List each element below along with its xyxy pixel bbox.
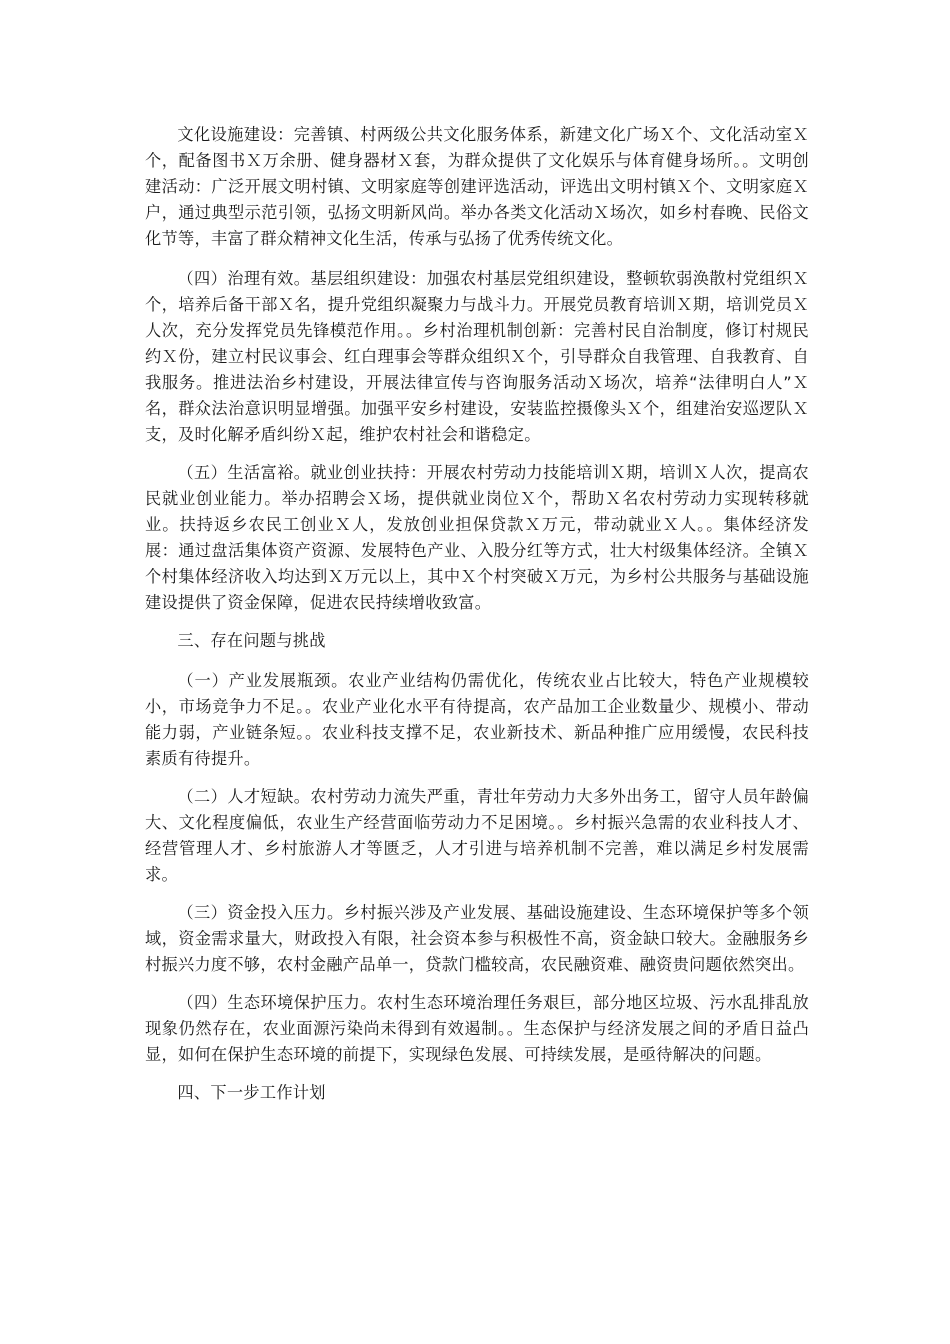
paragraph-ecology-pressure: （四）生态环境保护压力。农村生态环境治理任务艰巨，部分地区垃圾、污水乱排乱放现象仍然存在，农业面源污染尚未得到有效遏制。。生态保护与经济发展之间的矛盾日益凸显，如何在保护生态环境的前提下，实现绿色发展、可持续发展，是亟待解决的问题。	[145, 993, 809, 1064]
paragraph-effective-governance: （四）治理有效。基层组织建设：加强农村基层党组织建设，整顿软弱涣散村党组织Ｘ个，培养后备干部Ｘ名，提升党组织凝聚力与战斗力。开展党员教育培训Ｘ期，培训党员Ｘ人次，充分发挥党员先锋模范作用。。乡村治理机制创新：完善村民自治制度，修订村规民约Ｘ份，建立村民议事会、红白理事会等群众组织Ｘ个，引导群众自我管理、自我教育、自我服务。推进法治乡村建设，开展法律宣传与咨询服务活动Ｘ场次，培养“法律明白人”Ｘ名，群众法治意识明显增强。加强平安乡村建设，安装监控摄像头Ｘ个，组建治安巡逻队Ｘ支，及时化解矛盾纠纷Ｘ起，维护农村社会和谐稳定。	[145, 269, 809, 444]
paragraph-prosperous-life: （五）生活富裕。就业创业扶持：开展农村劳动力技能培训Ｘ期，培训Ｘ人次，提高农民就业创业能力。举办招聘会Ｘ场，提供就业岗位Ｘ个，帮助Ｘ名农村劳动力实现转移就业。扶持返乡农民工创业Ｘ人，发放创业担保贷款Ｘ万元，带动就业Ｘ人。。集体经济发展：通过盘活集体资产资源、发展特色产业、入股分红等方式，壮大村级集体经济。全镇Ｘ个村集体经济收入均达到Ｘ万元以上，其中Ｘ个村突破Ｘ万元，为乡村公共服务与基础设施建设提供了资金保障，促进农民持续增收致富。	[145, 463, 809, 612]
paragraph-industry-bottleneck: （一）产业发展瓶颈。农业产业结构仍需优化，传统农业占比较大，特色产业规模较小，市场竞争力不足。。农业产业化水平有待提高，农产品加工企业数量少、规模小、带动能力弱，产业链条短。。农业科技支撑不足，农业新技术、新品种推广应用缓慢，农民科技素质有待提升。	[145, 671, 809, 768]
document-page	[145, 122, 809, 1120]
section-heading-problems-challenges: 三、存在问题与挑战	[177, 631, 326, 650]
paragraph-talent-shortage: （二）人才短缺。农村劳动力流失严重，青壮年劳动力大多外出务工，留守人员年龄偏大、文化程度偏低，农业生产经营面临劳动力不足困境。。乡村振兴急需的农业科技人才、经营管理人才、乡村旅游人才等匮乏，人才引进与培养机制不完善，难以满足乡村发展需求。	[145, 787, 809, 884]
paragraph-cultural-facilities: 文化设施建设：完善镇、村两级公共文化服务体系，新建文化广场Ｘ个、文化活动室Ｘ个，配备图书Ｘ万余册、健身器材Ｘ套，为群众提供了文化娱乐与体育健身场所。。文明创建活动：广泛开展文明村镇、文明家庭等创建评选活动，评选出文明村镇Ｘ个、文明家庭Ｘ户，通过典型示范引领，弘扬文明新风尚。举办各类文化活动Ｘ场次，如乡村春晚、民俗文化节等，丰富了群众精神文化生活，传承与弘扬了优秀传统文化。	[145, 125, 809, 248]
section-heading-next-steps: 四、下一步工作计划	[177, 1083, 326, 1102]
paragraph-funding-pressure: （三）资金投入压力。乡村振兴涉及产业发展、基础设施建设、生态环境保护等多个领域，资金需求量大，财政投入有限，社会资本参与积极性不高，资金缺口较大。金融服务乡村振兴力度不够，农村金融产品单一，贷款门槛较高，农民融资难、融资贵问题依然突出。	[145, 903, 809, 974]
